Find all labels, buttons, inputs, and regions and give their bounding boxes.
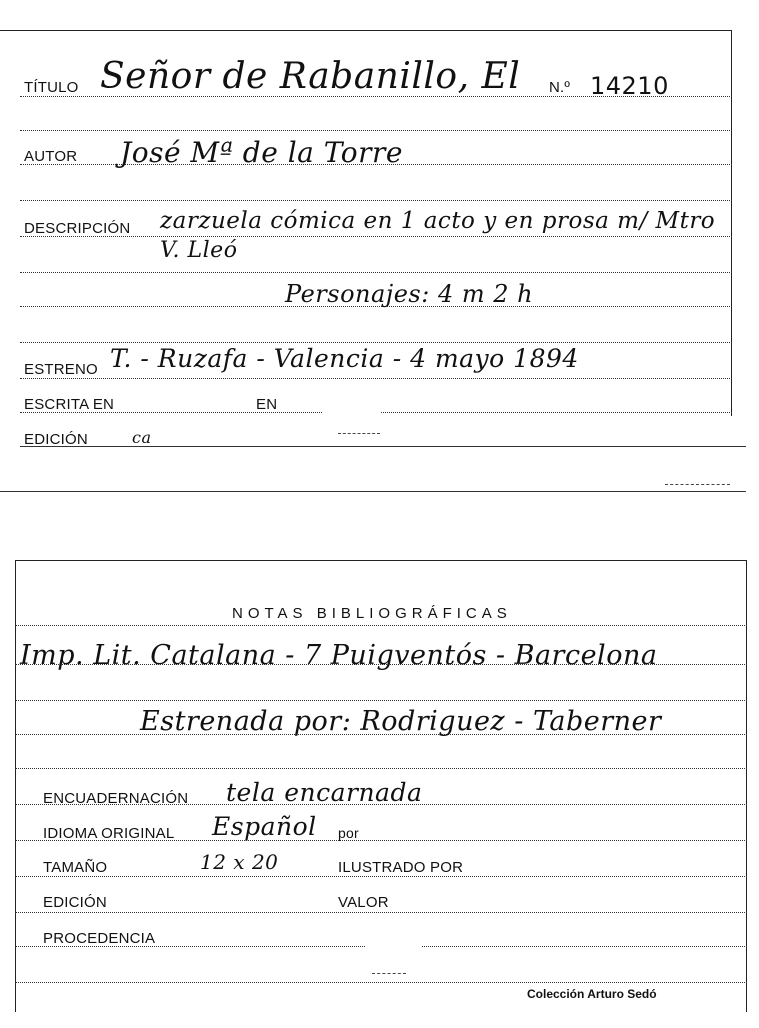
label-descripcion: DESCRIPCIÓN: [24, 220, 131, 237]
value-encuadernacion: tela encarnada: [226, 778, 423, 807]
value-estreno: T. - Ruzafa - Valencia - 4 mayo 1894: [110, 344, 579, 373]
label-escrita-en: ESCRITA EN: [24, 396, 115, 413]
ruled-line: [15, 912, 747, 913]
value-nota-1: Imp. Lit. Catalana - 7 Puigventós - Barcelona: [20, 640, 658, 671]
label-autor: AUTOR: [24, 148, 78, 165]
ruled-line: [20, 342, 732, 343]
label-edicion-2: EDICIÓN: [43, 894, 107, 911]
value-numero: 14210: [590, 72, 669, 100]
label-en: EN: [256, 396, 278, 413]
ruled-line: [15, 876, 747, 877]
value-edicion: ca: [132, 428, 152, 447]
value-nota-2: Estrenada por: Rodriguez - Taberner: [140, 706, 662, 737]
value-titulo: Señor de Rabanillo, El: [100, 56, 521, 97]
label-tamano: TAMAÑO: [43, 859, 108, 876]
value-autor: José Mª de la Torre: [120, 136, 403, 169]
ruled-line: [20, 200, 732, 201]
pencil-mark: [338, 433, 380, 434]
ruled-line: [15, 982, 747, 983]
label-valor: VALOR: [338, 894, 389, 911]
value-descripcion-3: Personajes: 4 m 2 h: [285, 280, 534, 308]
label-idioma: IDIOMA ORIGINAL: [43, 825, 175, 842]
smudge: [322, 388, 380, 430]
ruled-line: [20, 272, 732, 273]
ruled-line: [15, 700, 747, 701]
pencil-mark: [372, 973, 406, 974]
label-procedencia: PROCEDENCIA: [43, 930, 156, 947]
label-encuadernacion: ENCUADERNACIÓN: [43, 790, 189, 807]
label-estreno: ESTRENO: [24, 361, 98, 378]
ruled-line: [15, 768, 747, 769]
label-por: por: [338, 825, 359, 841]
divider: [20, 446, 746, 447]
label-titulo: TÍTULO: [24, 79, 79, 96]
value-descripcion-1: zarzuela cómica en 1 acto y en prosa m/ Mtro: [160, 208, 716, 234]
value-descripcion-2: V. Lleó: [160, 238, 238, 263]
smudge: [366, 920, 422, 970]
ruled-line: [20, 378, 732, 379]
notas-heading: NOTAS BIBLIOGRÁFICAS: [232, 605, 512, 622]
value-idioma: Español: [212, 812, 317, 841]
label-ilustrado: ILUSTRADO POR: [338, 859, 464, 876]
label-edicion: EDICIÓN: [24, 431, 88, 448]
ruled-line: [20, 130, 732, 131]
ruled-line: [15, 625, 747, 626]
collection-credit: Colección Arturo Sedó: [527, 987, 657, 1001]
value-tamano: 12 x 20: [200, 850, 279, 874]
label-numero: N.º: [549, 79, 571, 96]
card-bottom-edge: [0, 491, 746, 492]
pencil-mark: [665, 484, 730, 485]
